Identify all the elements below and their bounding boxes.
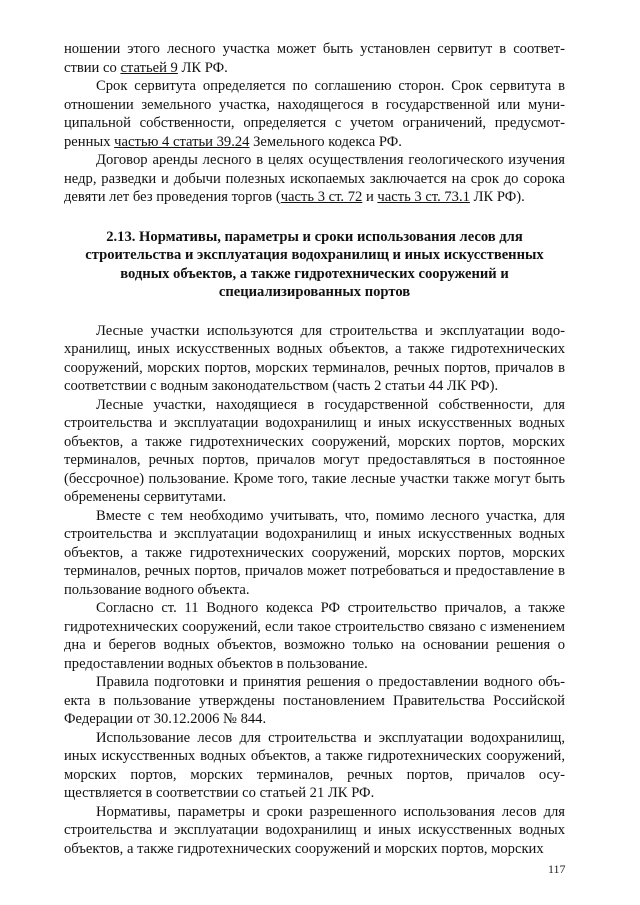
section-heading: 2.13. Нормативы, параметры и сроки использования лесов для строительства и эксплуатация водохранилищ и иных искусственных водных объектов, а также гидротехнических сооружений и специализированных портов bbox=[85, 228, 544, 300]
paragraph-1-text: ношении этого лесного участка может быть установлен сервитут в соответствии со bbox=[64, 41, 565, 76]
link-part-4-article-39-24[interactable]: частью 4 статьи 39.24 bbox=[114, 133, 250, 150]
paragraph-9: Использование лесов для строительства и эксплуатации водохранилищ, иных искусственных водных объектов, а также гидротехнических сооружений, морских портов, морских терминалов, речных портов, причалов осуществляется в соответствии со статьей 21 ЛК РФ. bbox=[64, 729, 565, 801]
paragraph-5: Лесные участки, находящиеся в государственной собственности, для строительства и эксплуатации водохранилищ и иных искусственных водных объектов, а также гидротехнических сооружений, морских портов, морских терминалов, речных портов, причалов могут предоставляться в постоянное (бессрочное) пользование. Кроме того, такие лесные участки также могут быть обременены сервитутами. bbox=[64, 396, 565, 505]
paragraph-6: Вместе с тем необходимо учитывать, что, помимо лесного участка, для строительства и эксплуатации водохранилищ и иных искусственных водных объектов, а также гидротехнических сооружений, морских портов, морских терминалов, речных портов, причалов может потребоваться и предоставление в пользование водного объекта. bbox=[64, 507, 565, 598]
paragraph-7: Согласно ст. 11 Водного кодекса РФ строительство причалов, а также гидротехнических сооружений, если такое строительство связано с изменением дна и берегов водных объектов, возможно только на основании решения о предоставлении водных объектов в пользование. bbox=[64, 600, 565, 672]
paragraph-2-tail: Земельного кодекса РФ. bbox=[249, 133, 402, 150]
link-part-3-art-72[interactable]: часть 3 ст. 72 bbox=[280, 189, 363, 205]
paragraph-4: Лесные участки используются для строительства и эксплуатации водохранилищ, иных искусственных водных объектов, а также гидротехнических сооружений, морских портов, морских терминалов, речных портов, причалов в соответствии с водным законодательством (часть 2 статьи 44 ЛК РФ). bbox=[64, 322, 565, 394]
page-number: 117 bbox=[548, 862, 566, 876]
paragraph-10: Нормативы, параметры и сроки разрешенного использования лесов для строительства и эксплуатации водохранилищ и иных искусственных водных объектов, а также гидротехнических сооружений и морских портов, морских bbox=[64, 803, 565, 857]
paragraph-2 bbox=[64, 77, 565, 151]
link-part-3-art-73-1[interactable]: часть 3 ст. 73.1 bbox=[377, 189, 470, 205]
paragraph-1-tail: ЛК РФ. bbox=[177, 59, 228, 76]
text-block bbox=[64, 40, 565, 858]
paragraph-8: Правила подготовки и принятия решения о предоставлении водного объекта в пользование утверждены постановлением Правительства Российской Федерации от 30.12.2006 № 844. bbox=[64, 674, 565, 727]
paragraph-3-text: Договор аренды лесного в целях осуществления геологического изучения недр, разведки и добычи полезных ископаемых заключается на срок до сорока девяти лет без проведения торгов ( bbox=[64, 152, 565, 205]
paragraph-1 bbox=[64, 40, 565, 77]
paragraph-3-tail: ЛК РФ). bbox=[469, 189, 525, 205]
paragraph-2-text: Срок сервитута определяется по соглашению сторон. Срок сервитута в отношении земельного участка, находящегося в государственной или муниципальной собственности, определяется с учетом ограничений, предусмотренных bbox=[64, 78, 565, 150]
paragraph-3-conjunction: и bbox=[362, 189, 378, 205]
link-article-9[interactable]: статьей 9 bbox=[120, 59, 178, 76]
paragraph-3 bbox=[64, 151, 565, 207]
